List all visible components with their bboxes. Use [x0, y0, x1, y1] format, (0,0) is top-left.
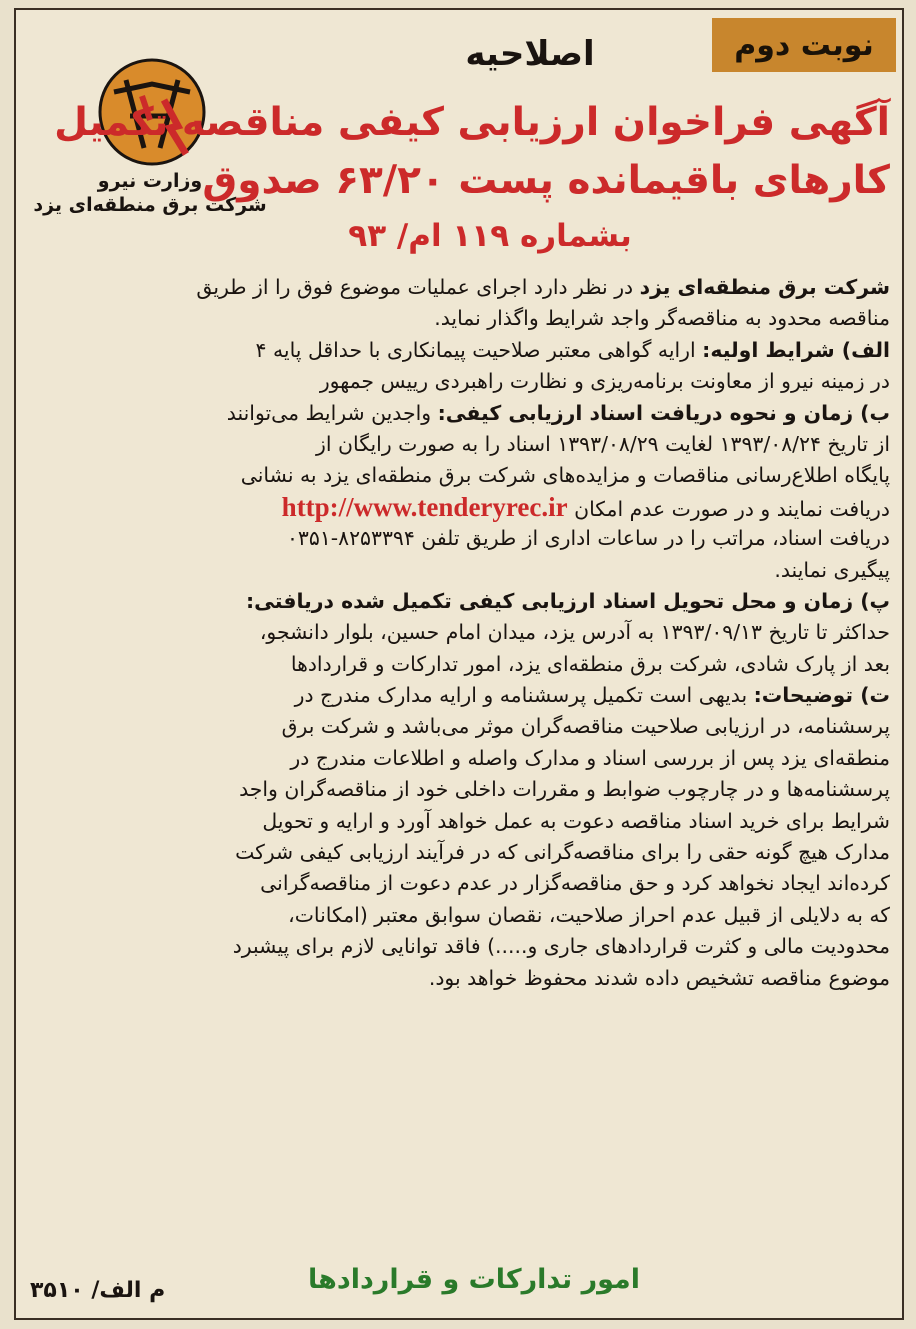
ad-code: م الف/ ۳۵۱۰ — [30, 1278, 166, 1303]
body-line: در زمینه نیرو از معاونت برنامه‌ریزی و نظارت راهبردی رییس جمهور — [319, 369, 890, 394]
body-line: مدارک هیچ گونه حقی را برای مناقصه‌گرانی که در فرآیند ارزیابی کیفی شرکت — [235, 840, 890, 865]
signature: امور تدارکات و قراردادها — [307, 1264, 641, 1295]
edition-badge: نوبت دوم — [712, 18, 896, 72]
body-line: دریافت اسناد، مراتب را در ساعات اداری از طریق تلفن ۸۲۵۳۳۹۴-۰۳۵۱ — [286, 526, 890, 551]
body-line: پایگاه اطلاع‌رسانی مناقصات و مزایده‌های شرکت برق منطقه‌ای یزد به نشانی — [240, 463, 890, 488]
body-line: کرده‌اند ایجاد نخواهد کرد و حق مناقصه‌گزار در عدم دعوت از مناقصه‌گرانی — [260, 871, 890, 896]
tender-number: بشماره ۱۱۹ ام/ ۹۳ — [348, 218, 632, 254]
body-line: مناقصه محدود به مناقصه‌گر واجد شرایط واگذار نماید. — [434, 306, 890, 331]
body-line: ب) زمان و نحوه دریافت اسناد ارزیابی کیفی: واجدین شرایط می‌توانند — [226, 400, 890, 425]
body-line: پرسشنامه‌ها و در چارچوب ضوابط و مقررات داخلی خود از مناقصه‌گران واجد — [239, 777, 890, 802]
body-line: الف) شرایط اولیه: ارایه گواهی معتبر صلاحیت پیمانکاری با حداقل پایه ۴ — [255, 337, 890, 362]
body-line: حداکثر تا تاریخ ۱۳۹۳/۰۹/۱۳ به آدرس یزد، میدان امام حسین، بلوار دانشجو، — [259, 620, 890, 645]
org-ministry: وزارت نیرو — [97, 170, 203, 192]
org-company: شرکت برق منطقه‌ای یزد — [33, 194, 267, 216]
body-line: که به دلایلی از قبیل عدم احراز صلاحیت، نقصان سوابق معتبر (امکانات، — [288, 902, 890, 927]
headline-line-1: آگهی فراخوان ارزیابی کیفی مناقصه تکمیل — [54, 100, 890, 145]
body-line: ت) توضیحات: بدیهی است تکمیل پرسشنامه و ارایه مدارک مندرج در — [294, 683, 890, 708]
body-line: شرایط برای خرید اسناد مناقصه دعوت به عمل خواهد آورد و ارایه و تحویل — [262, 808, 890, 833]
headline-line-2: کارهای باقیمانده پست ۶۳/۲۰ صدوق — [202, 158, 890, 203]
correction-title: اصلاحیه — [465, 34, 595, 74]
body-line: موضوع مناقصه تشخیص داده شدند محفوظ خواهد بود. — [428, 965, 890, 990]
body-line: از تاریخ ۱۳۹۳/۰۸/۲۴ لغایت ۱۳۹۳/۰۸/۲۹ اسناد را به صورت رایگان از — [316, 431, 890, 456]
body-line: پرسشنامه، در ارزیابی صلاحیت مناقصه‌گران موثر می‌باشد و شرکت برق — [281, 714, 890, 739]
body-line: پیگیری نمایند. — [774, 557, 890, 582]
body-line: پ) زمان و محل تحویل اسناد ارزیابی کیفی تکمیل شده دریافتی: — [246, 588, 890, 613]
body-line: بعد از پارک شادی، شرکت برق منطقه‌ای یزد، امور تدارکات و قراردادها — [290, 651, 890, 676]
body-line: دریافت نمایند و در صورت عدم امکان http://www.tenderyrec.ir — [281, 491, 890, 522]
website-link[interactable]: http://www.tenderyrec.ir — [281, 491, 568, 522]
body-line: شرکت برق منطقه‌ای یزد در نظر دارد اجرای عملیات موضوع فوق را از طریق — [196, 275, 890, 299]
body-line: محدودیت مالی و کثرت قراردادهای جاری و.....) فاقد توانایی لازم برای پیشبرد — [232, 934, 890, 959]
body-line: منطقه‌ای یزد پس از بررسی اسناد و مدارک واصله و اطلاعات مندرج در — [290, 745, 890, 770]
ad-body — [28, 272, 890, 994]
